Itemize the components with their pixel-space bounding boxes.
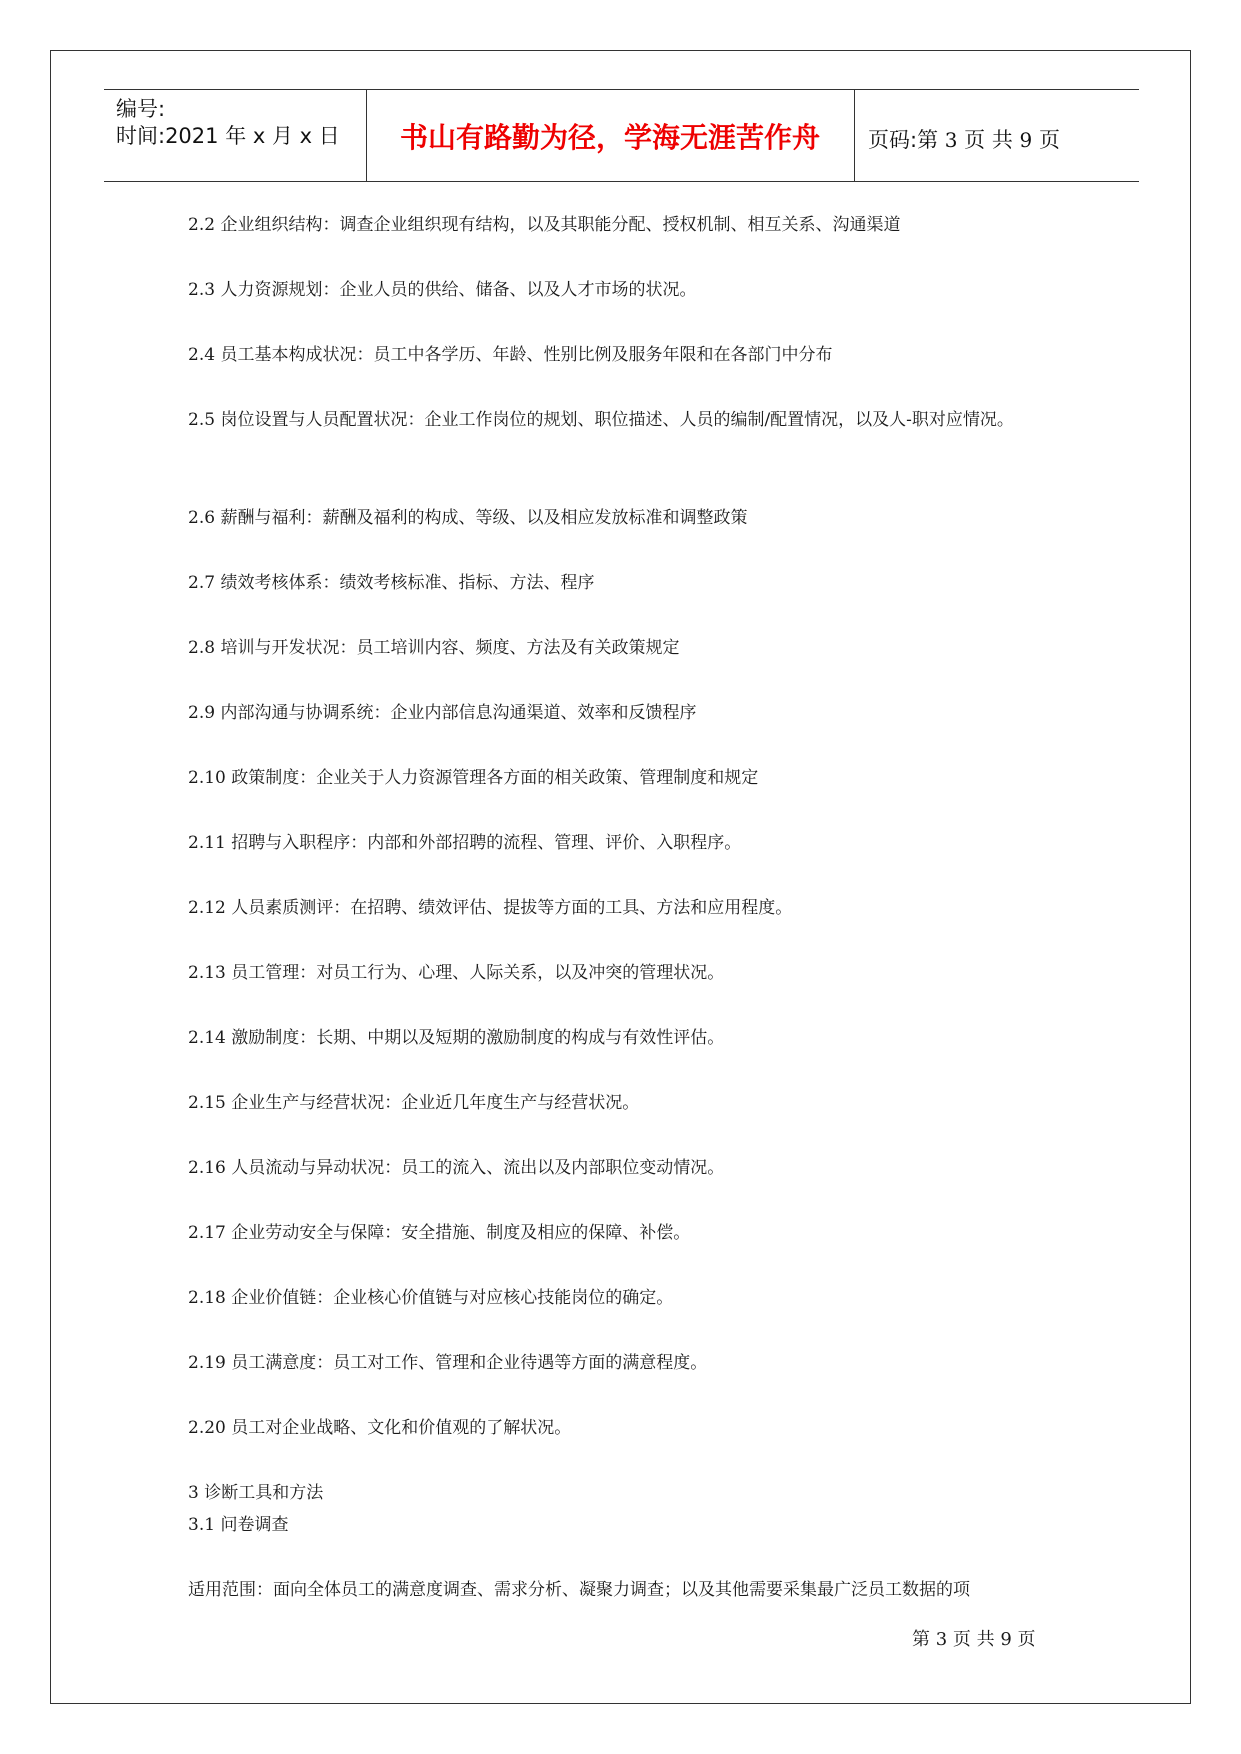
paragraph-2-14: 2.14 激励制度：长期、中期以及短期的激励制度的构成与有效性评估。 (188, 1028, 725, 1048)
paragraph-2-8: 2.8 培训与开发状况：员工培训内容、频度、方法及有关政策规定 (188, 638, 680, 658)
paragraph-2-12: 2.12 人员素质测评：在招聘、绩效评估、提拔等方面的工具、方法和应用程度。 (188, 898, 793, 918)
scope-paragraph: 适用范围：面向全体员工的满意度调查、需求分析、凝聚力调查；以及其他需要采集最广泛员工数据的项 (188, 1580, 970, 1600)
paragraph-2-9: 2.9 内部沟通与协调系统：企业内部信息沟通渠道、效率和反馈程序 (188, 703, 697, 723)
paragraph-2-6: 2.6 薪酬与福利：薪酬及福利的构成、等级、以及相应发放标准和调整政策 (188, 508, 748, 528)
page-header (104, 89, 1139, 182)
page-total: 9 (1019, 128, 1033, 152)
paragraph-2-2: 2.2 企业组织结构：调查企业组织现有结构，以及其职能分配、授权机制、相互关系、沟通渠道 (188, 215, 901, 235)
document-time-label: 时间:2021 年 x 月 x 日 (116, 124, 340, 148)
paragraph-2-4: 2.4 员工基本构成状况：员工中各学历、年龄、性别比例及服务年限和在各部门中分布 (188, 345, 833, 365)
paragraph-2-20: 2.20 员工对企业战略、文化和价值观的了解状况。 (188, 1418, 572, 1438)
paragraph-2-13: 2.13 员工管理：对员工行为、心理、人际关系，以及冲突的管理状况。 (188, 963, 725, 983)
paragraph-2-7: 2.7 绩效考核体系：绩效考核标准、指标、方法、程序 (188, 573, 595, 593)
paragraph-2-5: 2.5 岗位设置与人员配置状况：企业工作岗位的规划、职位描述、人员的编制/配置情况，以及人-职对应情况。 (188, 410, 1014, 430)
page-current: 3 (944, 128, 958, 152)
paragraph-2-17: 2.17 企业劳动安全与保障：安全措施、制度及相应的保障、补偿。 (188, 1223, 691, 1243)
page-label-suffix: 页 (1032, 128, 1060, 152)
section-3-1-heading: 3.1 问卷调查 (188, 1515, 289, 1535)
paragraph-2-11: 2.11 招聘与入职程序：内部和外部招聘的流程、管理、评价、入职程序。 (188, 833, 742, 853)
header-motto: 书山有路勤为径，学海无涯苦作舟 (399, 121, 820, 154)
page-label-prefix: 页码:第 (868, 128, 945, 152)
header-divider (854, 90, 855, 181)
page-label-middle: 页 共 (957, 128, 1020, 152)
paragraph-2-19: 2.19 员工满意度：员工对工作、管理和企业待遇等方面的满意程度。 (188, 1353, 708, 1373)
section-3-heading: 3 诊断工具和方法 (188, 1483, 324, 1503)
paragraph-2-15: 2.15 企业生产与经营状况：企业近几年度生产与经营状况。 (188, 1093, 640, 1113)
paragraph-2-3: 2.3 人力资源规划：企业人员的供给、储备、以及人才市场的状况。 (188, 280, 697, 300)
header-meta (116, 90, 366, 181)
paragraph-2-16: 2.16 人员流动与异动状况：员工的流入、流出以及内部职位变动情况。 (188, 1158, 725, 1178)
page-footer: 第 3 页 共 9 页 (912, 1629, 1036, 1650)
paragraph-2-18: 2.18 企业价值链：企业核心价值链与对应核心技能岗位的确定。 (188, 1288, 674, 1308)
document-number-label: 编号: (116, 97, 166, 121)
paragraph-2-10: 2.10 政策制度：企业关于人力资源管理各方面的相关政策、管理制度和规定 (188, 768, 759, 788)
header-page-number (868, 124, 1060, 154)
